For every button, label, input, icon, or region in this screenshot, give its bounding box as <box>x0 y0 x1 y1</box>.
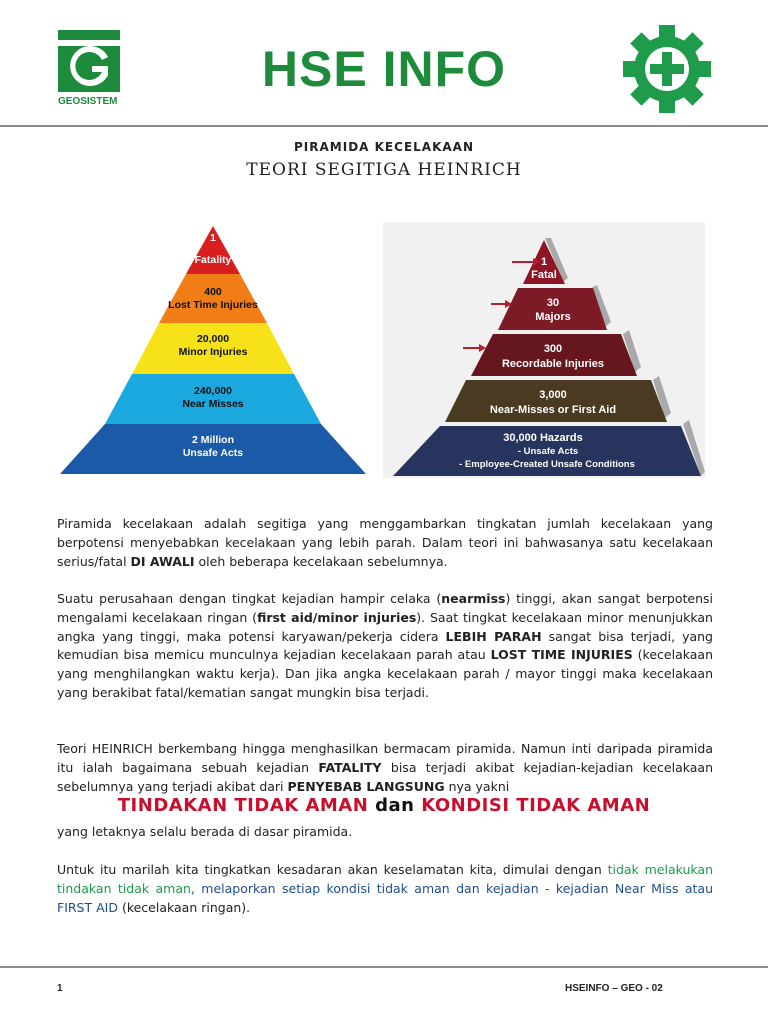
subtitle-secondary: TEORI SEGITIGA HEINRICH <box>246 160 522 180</box>
pyramid-left-label-5a: 2 Million <box>192 434 234 446</box>
pyramid-heinrich-left <box>58 224 368 476</box>
header-divider <box>0 125 768 127</box>
pyramid-left-label-4b: Near Misses <box>182 398 244 410</box>
emphasis-line: TINDAKAN TIDAK AMAN dan KONDISI TIDAK AMAN <box>117 795 651 816</box>
pyramid-right-label-3b: Recordable Injuries <box>501 358 605 370</box>
paragraph-3: Teori HEINRICH berkembang hingga menghasilkan bermacam piramida. Namun inti daripada piramida itu ialah bagaimana sebuah kejadian FATALITY bisa terjadi akibat kejadian-kejadian kecelakaan sebelumnya yang terjadi akibat dari PENYEBAB LANGSUNG nya yakni <box>57 741 714 794</box>
pyramid-left-label-2a: 400 <box>204 286 222 298</box>
green-cross-gear-icon <box>621 24 713 114</box>
page-title: HSE INFO <box>261 41 507 97</box>
pyramid-right-label-5c: - Employee-Created Unsafe Conditions <box>459 459 635 470</box>
paragraph-1: Piramida kecelakaan adalah segitiga yang menggambarkan tingkatan jumlah kecelakaan yang berpotensi menyebabkan kecelakaan yang lebih parah. Dalam teori ini bahwasanya satu kecelakaan serius/fatal DI AWALI oleh beberapa kecelakaan sebelumnya. <box>57 516 713 569</box>
footer-divider <box>0 966 768 968</box>
pyramid-right-label-4b: Near-Misses or First Aid <box>489 404 617 416</box>
pyramid-left-label-1a: 1 <box>210 232 216 244</box>
paragraph-2: Suatu perusahaan dengan tingkat kejadian hampir celaka (nearmiss) tinggi, akan sangat berpotensi mengalami kecelakaan ringan (first aid/minor injuries). Saat tingkat kecelakaan minor menunjukkan angka yang tinggi, maka potensi karyawan/pekerja cidera LEBIH PARAH sangat bisa terjadi, yang kemudian bisa memicu munculnya kejadian kecelakaan parah atau LOST TIME INJURIES (kecelakaan yang menghilangkan waktu kerja). Dan jika angka kecelakaan parah / mayor tinggi maka kecelakaan yang berakibat fatal/kematian sangat mungkin bisa terjadi. <box>57 591 714 700</box>
page-number: 1 <box>57 983 63 994</box>
paragraph-5: Untuk itu marilah kita tingkatkan kesadaran akan keselamatan kita, dimulai dengan tidak melakukan tindakan tidak aman, melaporkan setiap kondisi tidak aman dan kejadian - kejadian Near Miss atau FIRST AID (kecelakaan ringan). <box>57 862 713 915</box>
pyramid-right-label-2b: Majors <box>535 311 571 323</box>
pyramid-right-label-5b: - Unsafe Acts <box>517 446 579 457</box>
pyramid-left-label-4a: 240,000 <box>194 385 232 397</box>
paragraph-4: yang letaknya selalu berada di dasar piramida. <box>57 824 353 839</box>
pyramid-left-label-3a: 20,000 <box>196 333 230 345</box>
pyramid-left-label-2b: Lost Time Injuries <box>168 299 258 311</box>
pyramid-heinrich-right <box>383 222 705 478</box>
pyramid-right-label-1a: 1 <box>540 256 548 268</box>
pyramid-left-label-5b: Unsafe Acts <box>182 447 244 459</box>
subtitle-primary: PIRAMIDA KECELAKAAN <box>294 140 474 154</box>
logo-text: GEOSISTEM <box>58 96 118 107</box>
document-reference: HSEINFO – GEO - 02 <box>565 983 663 994</box>
pyramid-right-label-4a: 3,000 <box>539 389 567 401</box>
pyramid-right-label-3a: 300 <box>543 343 563 355</box>
pyramid-right-label-5a: 30,000 Hazards <box>503 432 583 444</box>
pyramid-left-label-3b: Minor Injuries <box>178 346 248 358</box>
pyramid-left-label-1b: Fatality <box>194 254 232 266</box>
pyramid-right-label-1b: Fatal <box>531 269 557 281</box>
pyramid-right-label-2a: 30 <box>546 297 560 309</box>
